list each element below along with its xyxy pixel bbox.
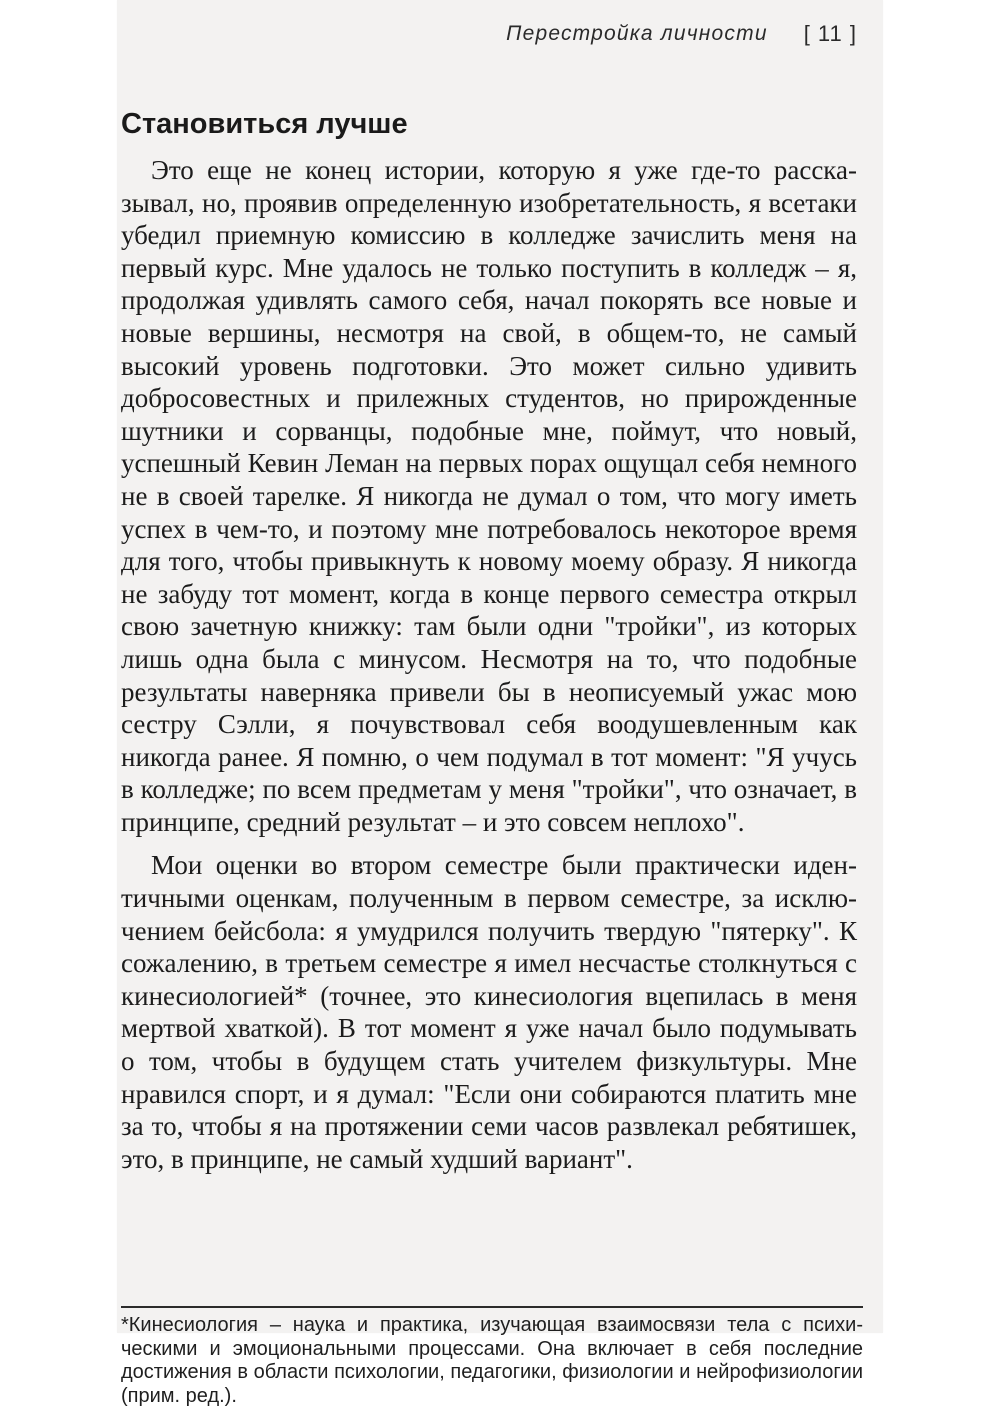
running-head — [117, 18, 857, 50]
section-title: Становиться лучше — [121, 108, 408, 140]
paragraph: Мои оценки во втором семестре были практически идентичными оценкам, полученным в первом семестре, за исключением бейсбола: я умудрился получить твердую "пятерку". К сожалению, в третьем семестре я имел несчастье столкнуться с кинесиологией* (точнее, это кинесиология вцепилась в меня мертвой хваткой). В тот момент я уже начал было подумывать о том, чтобы в будущем стать учителем физкультуры. Мне нравился спорт, и я думал: "Если они собираются платить мне за то, чтобы я на протяжении семи часов развлекал ребятишек, это, в принципе, не самый худший вариант". — [121, 850, 857, 1174]
book-page — [117, 0, 883, 1407]
page-number: [ 11 ] — [803, 21, 857, 46]
page-body — [121, 102, 863, 1407]
footnote-divider — [121, 1306, 863, 1308]
running-title: Перестройка личности — [506, 22, 768, 45]
paragraph: Это еще не конец истории, которую я уже где-то рассказывал, но, проявив определенную изобретательность, я всетаки убедил приемную комиссию в колледже зачислить меня на первый курс. Мне удалось не только поступить в колледж – я, продолжая удивлять самого себя, начал покорять все новые и новые вершины, несмотря на свой, в общем-то, не самый высокий уровень подготовки. Это может сильно удивить добросовестных и прилежных студентов, но прирожденные шутники и сорванцы, подобные мне, поймут, что новый, успешный Кевин Леман на первых порах ощущал себя немного не в своей тарелке. Я никогда не думал о том, что могу иметь успех в чем-то, и поэтому мне потребовалось некоторое время для того, чтобы привыкнуть к новому моему образу. Я никогда не забуду тот момент, когда в конце первого семестра открыл свою зачетную книжку: там были одни "тройки", из которых лишь одна была с минусом. Несмотря на то, что подобные результаты наверняка привели бы в неописуемый ужас мою сестру Сэлли, я почувствовал себя воодушевленным как никогда ранее. Я помню, о чем подумал в тот момент: "Я учусь в колледже; по всем предметам у меня "тройки", что означает, в принципе, средний результат – и это совсем неплохо". — [121, 155, 857, 837]
footnote: *Кинесиология – наука и практика, изучающая взаимосвязи тела с психическими и эмоциональными процессами. Она включает в себя последние достижения в области психологии, педагогики, физиологии и нейрофизиологии (прим. ред.). — [121, 1314, 863, 1407]
